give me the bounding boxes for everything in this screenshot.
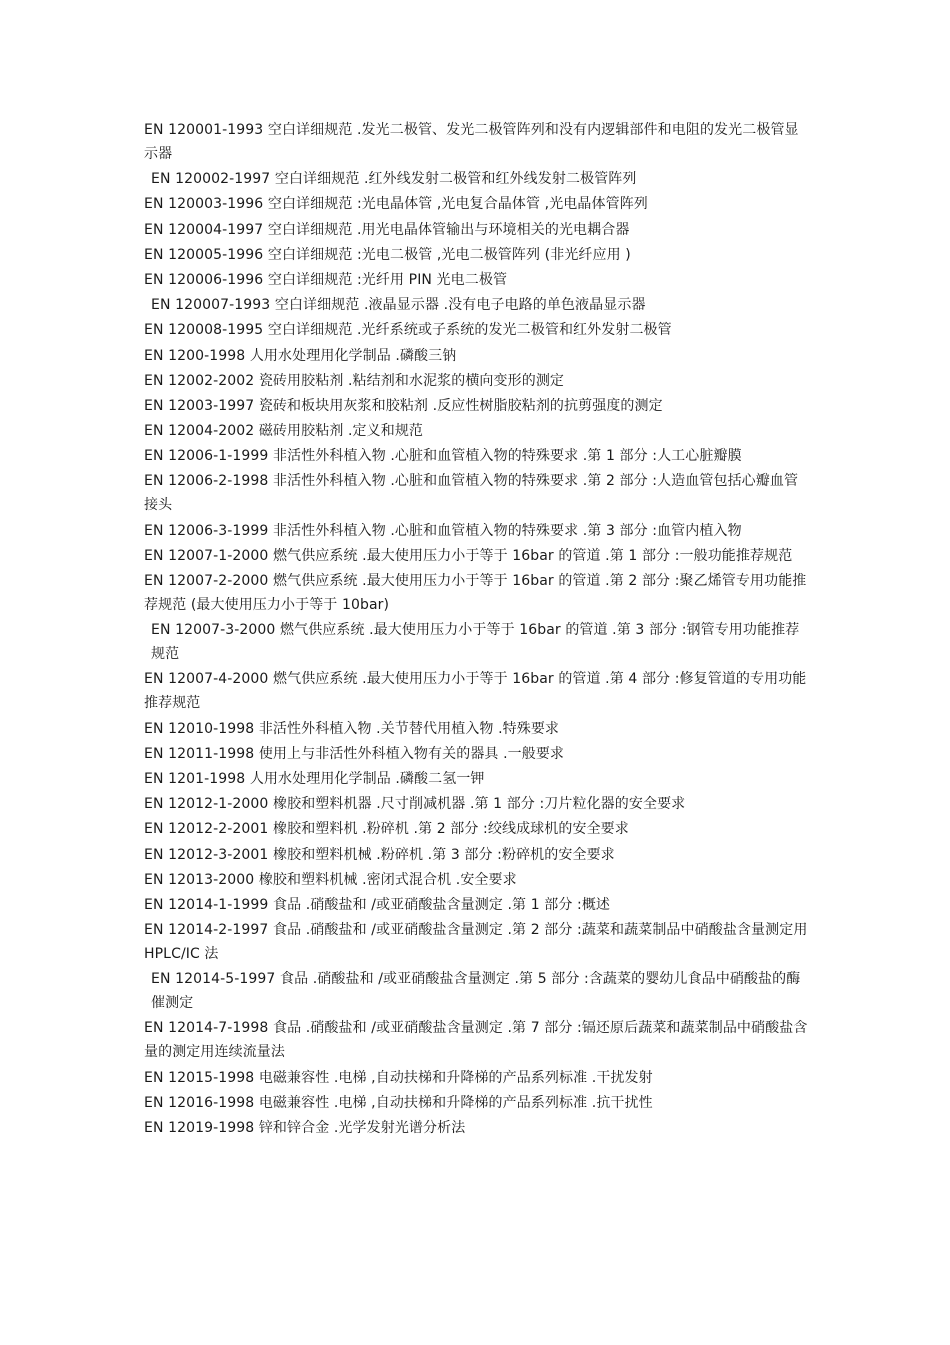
standard-entry: EN 12011-1998 使用上与非活性外科植入物有关的器具 .一般要求 <box>144 745 565 762</box>
standard-entry: EN 120006-1996 空白详细规范 :光纤用 PIN 光电二极管 <box>144 271 508 288</box>
standard-entry: EN 12012-1-2000 橡胶和塑料机器 .尺寸削减机器 .第 1 部分 :刀片粒化器的安全要求 <box>144 796 686 813</box>
standard-entry: EN 1200-1998 人用水处理用化学制品 .磷酸三钠 <box>144 347 457 364</box>
standard-entry: EN 12014-5-1997 食品 .硝酸盐和 /或亚硝酸盐含量测定 .第 5 部分 :含蔬菜的婴幼儿食品中硝酸盐的酶催测定 <box>151 971 801 1012</box>
standard-entry: EN 120008-1995 空白详细规范 .光纤系统或子系统的发光二极管和红外发射二极管 <box>144 322 672 339</box>
standard-entry: EN 12015-1998 电磁兼容性 .电梯 ,自动扶梯和升降梯的产品系列标准 .干扰发射 <box>144 1069 653 1086</box>
standard-entry: EN 12003-1997 瓷砖和板块用灰浆和胶粘剂 .反应性树脂胶粘剂的抗剪强度的测定 <box>144 397 663 414</box>
standard-entry: EN 120001-1993 空白详细规范 .发光二极管、发光二极管阵列和没有内逻辑部件和电阻的发光二极管显示器 <box>144 122 799 162</box>
standard-entry: EN 120003-1996 空白详细规范 :光电晶体管 ,光电复合晶体管 ,光电晶体管阵列 <box>144 196 648 213</box>
standard-entry: EN 12019-1998 锌和锌合金 .光学发射光谱分析法 <box>144 1120 466 1136</box>
standard-entry: EN 12016-1998 电磁兼容性 .电梯 ,自动扶梯和升降梯的产品系列标准 .抗干扰性 <box>144 1094 653 1111</box>
standard-entry: EN 12010-1998 非活性外科植入物 .关节替代用植入物 .特殊要求 <box>144 720 560 737</box>
standard-entry: EN 12012-2-2001 橡胶和塑料机 .粉碎机 .第 2 部分 :绞线成球机的安全要求 <box>144 821 629 838</box>
standard-entry: EN 12012-3-2001 橡胶和塑料机械 .粉碎机 .第 3 部分 :粉碎机的安全要求 <box>144 846 615 863</box>
standard-entry: EN 120007-1993 空白详细规范 .液晶显示器 .没有电子电路的单色液晶显示器 <box>151 297 646 314</box>
standards-list <box>144 118 809 1141</box>
standard-entry: EN 12014-1-1999 食品 .硝酸盐和 /或亚硝酸盐含量测定 .第 1 部分 :概述 <box>144 896 611 913</box>
standard-entry: EN 1201-1998 人用水处理用化学制品 .磷酸二氢一钾 <box>144 770 485 787</box>
standard-entry: EN 120004-1997 空白详细规范 .用光电晶体管输出与环境相关的光电耦合器 <box>144 221 630 238</box>
standard-entry: EN 12004-2002 磁砖用胶粘剂 .定义和规范 <box>144 423 424 440</box>
standard-entry: EN 120005-1996 空白详细规范 :光电二极管 ,光电二极管阵列 (非光纤应用 ) <box>144 246 631 263</box>
standard-entry: EN 12014-2-1997 食品 .硝酸盐和 /或亚硝酸盐含量测定 .第 2 部分 :蔬菜和蔬菜制品中硝酸盐含量测定用 HPLC/IC 法 <box>144 922 808 963</box>
standard-entry: EN 12014-7-1998 食品 .硝酸盐和 /或亚硝酸盐含量测定 .第 7 部分 :镉还原后蔬菜和蔬菜制品中硝酸盐含量的测定用连续流量法 <box>144 1020 808 1061</box>
standard-entry: EN 12006-1-1999 非活性外科植入物 .心脏和血管植入物的特殊要求 .第 1 部分 :人工心脏瓣膜 <box>144 448 742 465</box>
standard-entry: EN 12007-3-2000 燃气供应系统 .最大使用压力小于等于 16bar 的管道 .第 3 部分 :钢管专用功能推荐规范 <box>151 622 800 663</box>
standard-entry: EN 12013-2000 橡胶和塑料机械 .密闭式混合机 .安全要求 <box>144 871 517 888</box>
standard-entry: EN 12006-2-1998 非活性外科植入物 .心脏和血管植入物的特殊要求 .第 2 部分 :人造血管包括心瓣血管接头 <box>144 473 799 514</box>
standard-entry: EN 12006-3-1999 非活性外科植入物 .心脏和血管植入物的特殊要求 .第 3 部分 :血管内植入物 <box>144 522 742 539</box>
standard-entry: EN 12002-2002 瓷砖用胶粘剂 .粘结剂和水泥浆的横向变形的测定 <box>144 372 565 389</box>
standard-entry: EN 120002-1997 空白详细规范 .红外线发射二极管和红外线发射二极管阵列 <box>151 171 637 188</box>
standard-entry: EN 12007-1-2000 燃气供应系统 .最大使用压力小于等于 16bar 的管道 .第 1 部分 :一般功能推荐规范 <box>144 547 793 564</box>
standard-entry: EN 12007-4-2000 燃气供应系统 .最大使用压力小于等于 16bar 的管道 .第 4 部分 :修复管道的专用功能推荐规范 <box>144 671 807 712</box>
standard-entry: EN 12007-2-2000 燃气供应系统 .最大使用压力小于等于 16bar 的管道 .第 2 部分 :聚乙烯管专用功能推荐规范 (最大使用压力小于等于 10bar) <box>144 573 807 613</box>
